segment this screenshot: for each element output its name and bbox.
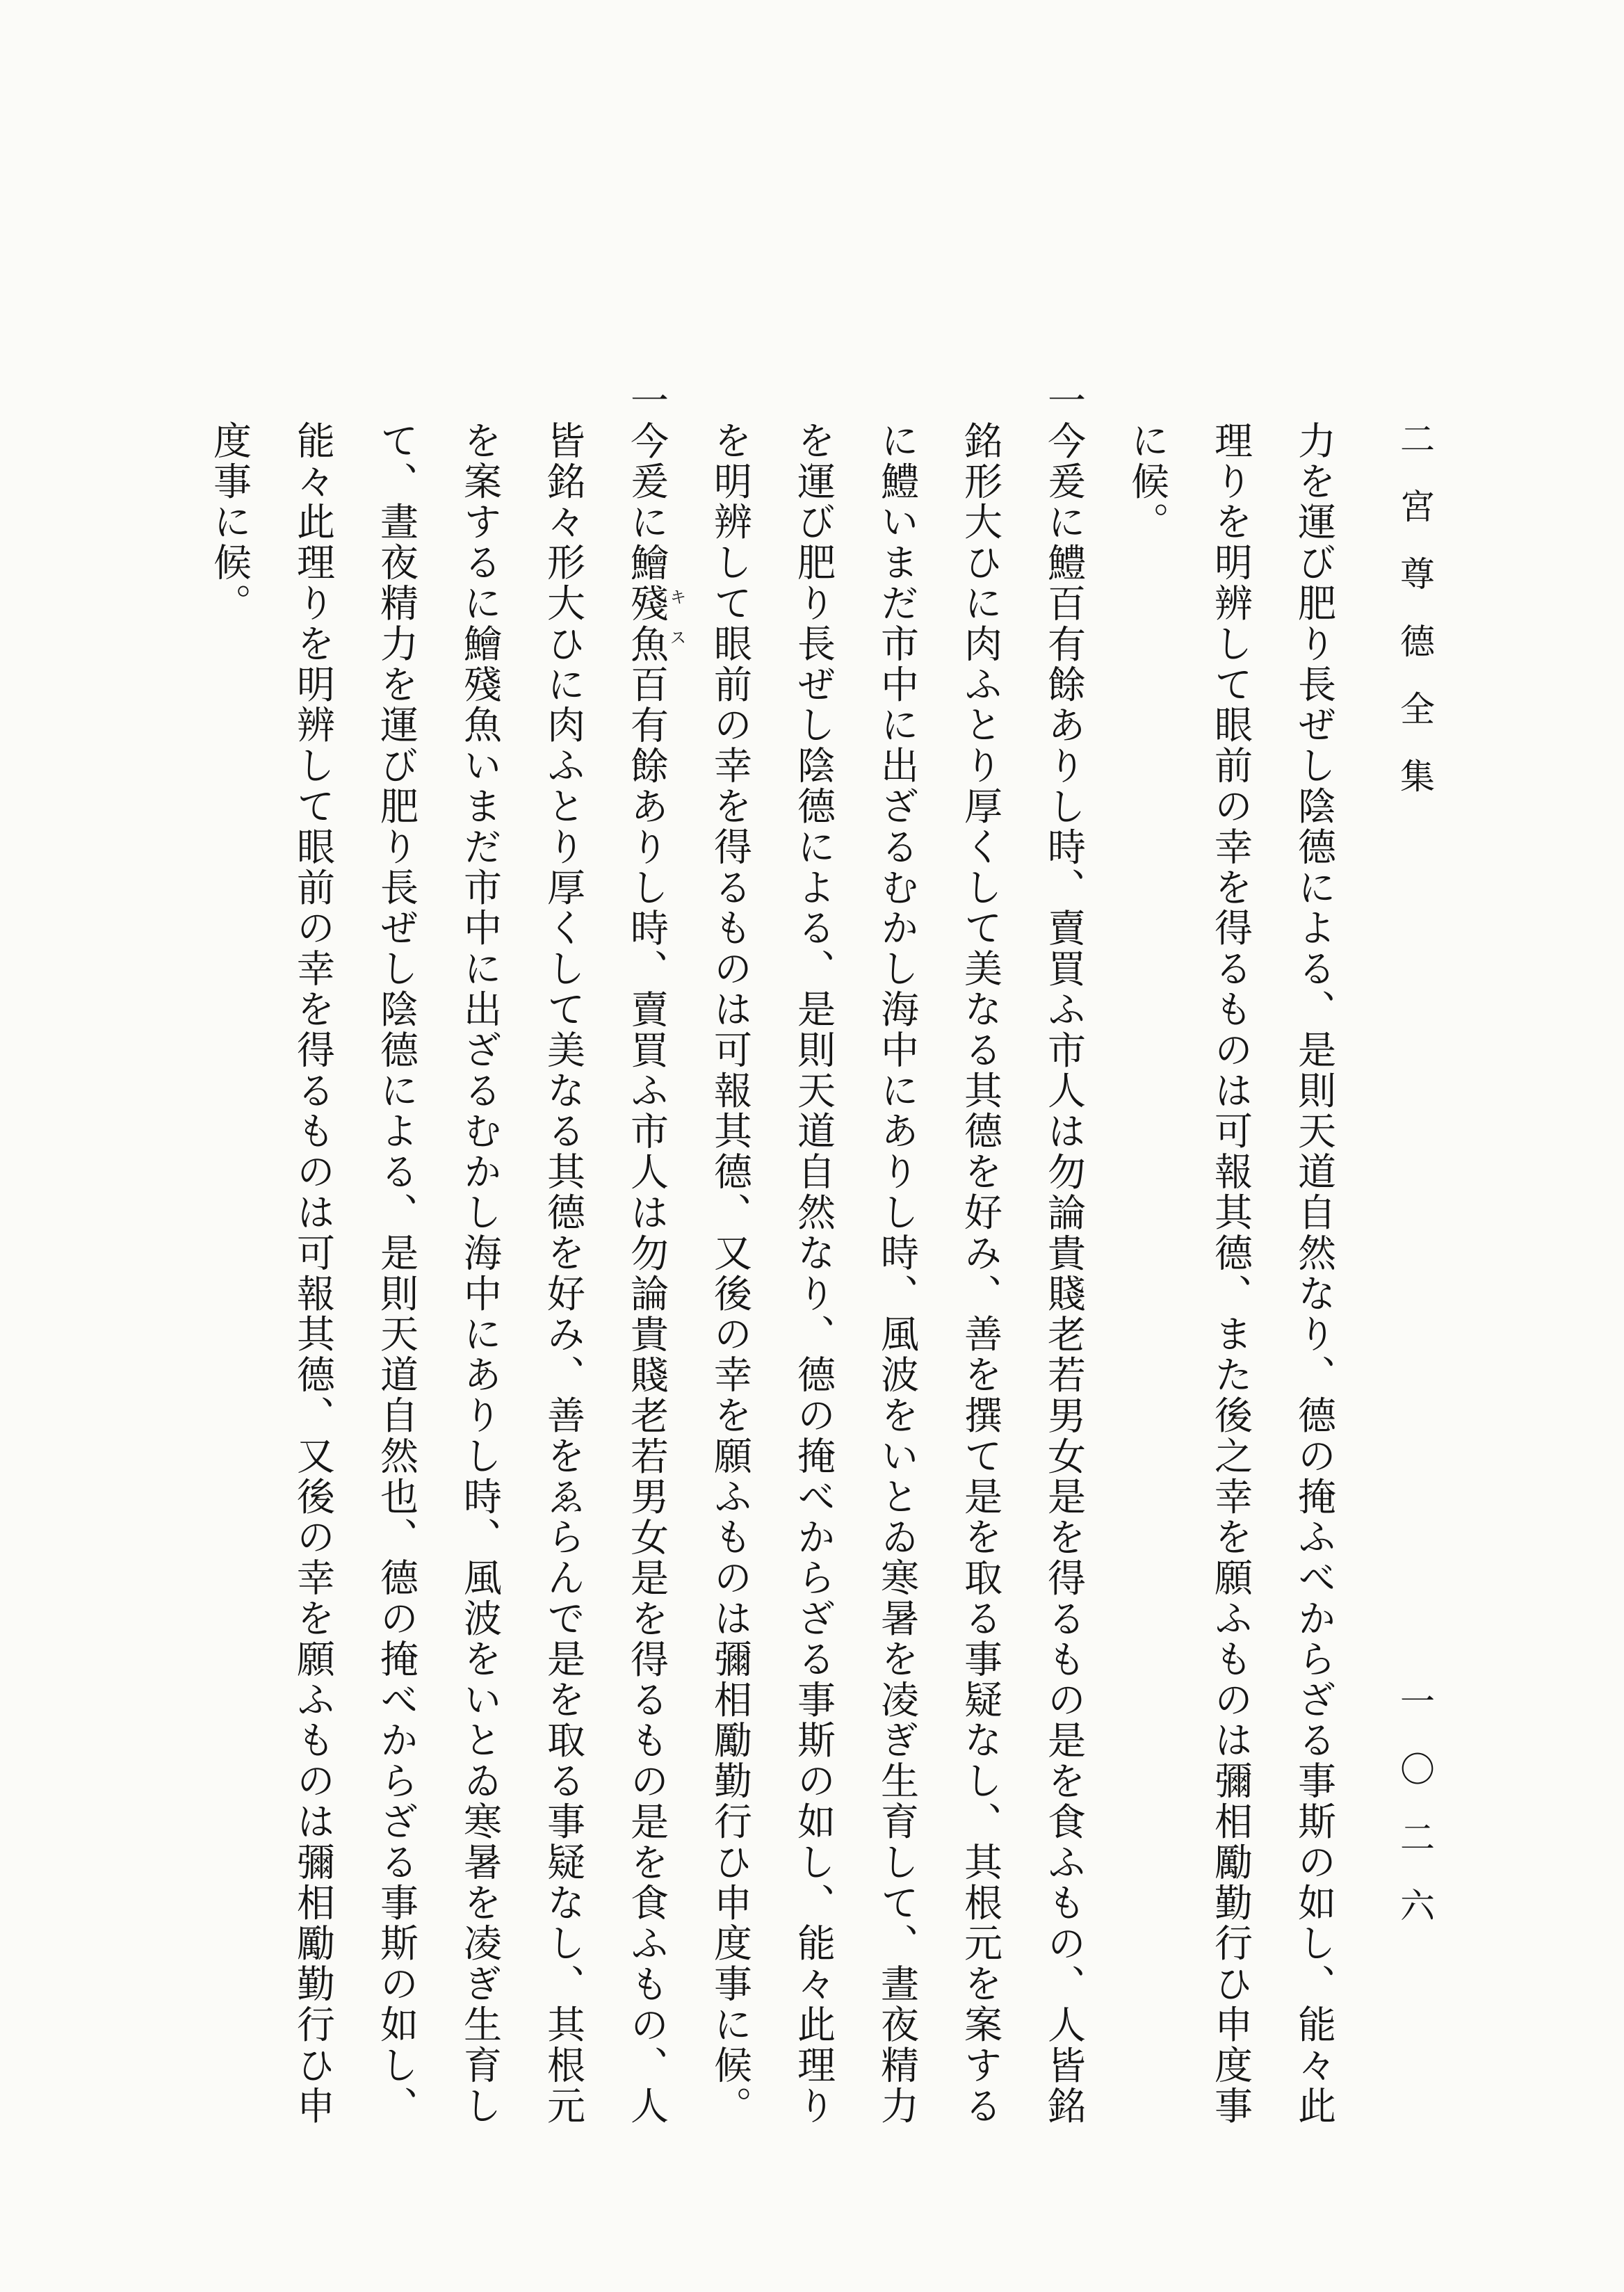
page-number: 一〇二六 bbox=[1395, 1683, 1435, 1955]
text-column-1: 力を運び肥り長ぜし陰德による、是則天道自然なり、德の掩ふべからざる事斯の如し、能々此 bbox=[1292, 421, 1336, 2126]
text-column-2: 理りを明辨して眼前の幸を得るものは可報其德、また後之幸を願ふものは彌相勵勤行ひ申度事 bbox=[1208, 421, 1253, 2126]
text-column-11: を案するに鱠殘魚いまだ市中に出ざるむかし海中にありし時、風波をいとゐ寒暑を凌ぎ生育し bbox=[457, 421, 502, 2126]
text-column-10: 皆銘々形大ひに肉ふとり厚くして美なる其德を好み、善をゑらんで是を取る事疑なし、其根元 bbox=[541, 421, 585, 2126]
text-column-9-before: 一今爰に鱠 bbox=[624, 380, 669, 583]
text-column-4: 一今爰に鱧百有餘ありし時、賣買ふ市人は勿論貴賤老若男女是を得るもの是を食ふもの、人皆銘 bbox=[1041, 380, 1086, 2127]
text-column-12: て、晝夜精力を運び肥り長ぜし陰德による、是則天道自然也、德の掩べからざる事斯の如し、 bbox=[374, 421, 419, 2126]
text-column-6: に鱧いまだ市中に出ざるむかし海中にありし時、風波をいとゐ寒暑を凌ぎ生育して、晝夜精力 bbox=[875, 421, 919, 2126]
text-column-7: を運び肥り長ぜし陰德による、是則天道自然なり、德の掩べからざる事斯の如し、能々此理り bbox=[791, 421, 836, 2126]
text-column-5: 銘形大ひに肉ふとり厚くして美なる其德を好み、善を撰て是を取る事疑なし、其根元を案する bbox=[958, 421, 1002, 2126]
text-column-13: 能々此理りを明辨して眼前の幸を得るものは可報其德、又後の幸を願ふものは彌相勵勤行ひ申 bbox=[291, 421, 335, 2126]
text-column-3: に候。 bbox=[1125, 421, 1169, 543]
text-column-9 bbox=[626, 380, 667, 2126]
running-head-title: 二宮尊德全集 bbox=[1395, 421, 1435, 825]
ruby-base: 殘魚 bbox=[624, 583, 669, 665]
text-column-14: 度事に候。 bbox=[207, 421, 252, 624]
text-column-8: を明辨して眼前の幸を得るものは可報其德、又後の幸を願ふものは彌相勵勤行ひ申度事に候。 bbox=[708, 421, 752, 2126]
text-column-9-after: 百有餘ありし時、賣買ふ市人は勿論貴賤老若男女是を得るもの是を食ふもの、人 bbox=[624, 664, 669, 2127]
ruby-reading: キス bbox=[667, 588, 686, 669]
